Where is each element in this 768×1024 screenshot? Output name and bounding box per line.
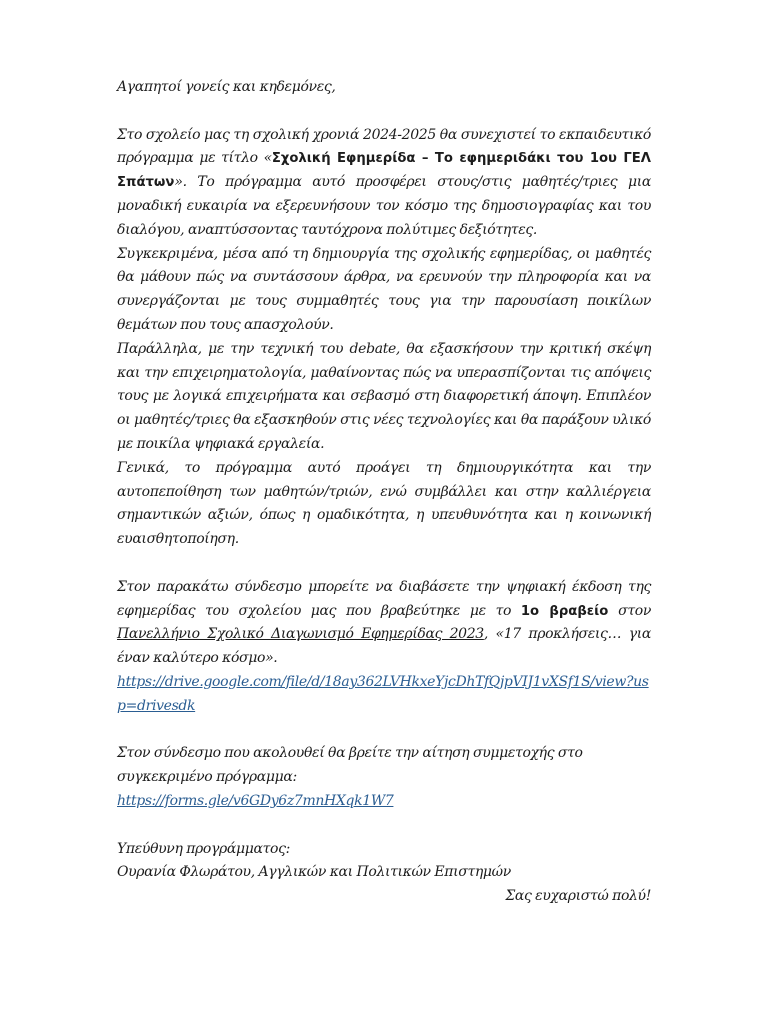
application-paragraph: Στον σύνδεσμο που ακολουθεί θα βρείτε την αίτηση συμμετοχής στο συγκεκριμένο πρόγραμμα:: [117, 745, 583, 786]
greeting: Αγαπητοί γονείς και κηδεμόνες,: [117, 79, 336, 95]
letter-body: [117, 76, 651, 909]
spacer: [117, 814, 651, 838]
program-title: Σχολική Εφημερίδα – Το εφημεριδάκι του 1ου ΓΕΛ Σπάτων: [117, 151, 651, 191]
closing-thanks: Σας ευχαριστώ πολύ!: [505, 888, 651, 905]
award-paragraph: [117, 576, 651, 671]
spacer: [117, 100, 651, 124]
spacer: [117, 552, 651, 576]
award-text: Στον παρακάτω σύνδεσμο μπορείτε να διαβάσετε την ψηφιακή έκδοση της εφημερίδας του σχολείου μας που βραβεύτηκε με το: [117, 578, 651, 619]
award-text-end: , «17 προκλήσεις… για έναν καλύτερο κόσμο».: [117, 626, 651, 667]
signature-role: Υπεύθυνη προγράμματος:: [117, 840, 290, 857]
newspaper-link-line: [117, 671, 651, 719]
application-form-link[interactable]: https://forms.gle/v6GDy6z7mnHXqk1W7: [117, 792, 394, 809]
contest-name: Πανελλήνιο Σχολικό Διαγωνισμό Εφημερίδας 2023: [117, 626, 484, 643]
intro-text-continued: ». Το πρόγραμμα αυτό προσφέρει στους/στις μαθητές/τριες μια μοναδική ευκαιρία να εξερευνήσουν τον κόσμο της δημοσιογραφίας και του διαλόγου, αναπτύσσοντας ταυτόχρονα πολύτιμες δεξιότητες.: [117, 174, 651, 238]
details-paragraph: Συγκεκριμένα, μέσα από τη δημιουργία της σχολικής εφημερίδας, οι μαθητές θα μάθουν πώς να συντάσσουν άρθρα, να ερευνούν την πληροφορία και να συνεργάζονται με τους συμμαθητές τους για την παρουσίαση ποικίλων θεμάτων που τους απασχολούν.: [117, 245, 651, 333]
intro-text: Στο σχολείο μας τη σχολική χρονιά 2024-2025 θα συνεχιστεί το εκπαιδευτικό πρόγραμμα με τίτλο «: [117, 126, 651, 167]
intro-paragraph: [117, 124, 651, 243]
spacer: [117, 719, 651, 743]
award-text-mid: στον: [608, 602, 651, 619]
application-link-line: [117, 790, 651, 814]
debate-paragraph: Παράλληλα, με την τεχνική του debate, θα εξασκήσουν την κριτική σκέψη και την επιχειρηματολογία, μαθαίνοντας πώς να υπερασπίζονται τις απόψεις τους με λογικά επιχειρήματα και σεβασμό στη διαφορετική άποψη. Επιπλέον οι μαθητές/τριες θα εξασκηθούν στις νέες τεχνολογίες και θα παράξουν υλικό με ποικίλα ψηφιακά εργαλεία.: [117, 340, 651, 452]
award-prize: 1ο βραβείο: [520, 603, 609, 619]
signature-name: Ουρανία Φλωράτου, Αγγλικών και Πολιτικών Επιστημών: [117, 864, 511, 881]
newspaper-link[interactable]: https://drive.google.com/file/d/18ay362LVHkxeYjcDhTfQjpVIJ1vXSf1S/view?usp=drivesdk: [117, 673, 649, 714]
summary-paragraph: Γενικά, το πρόγραμμα αυτό προάγει τη δημιουργικότητα και την αυτοπεποίθηση των μαθητών/τριών, ενώ συμβάλλει και στην καλλιέργεια σημαντικών αξιών, όπως η ομαδικότητα, η υπευθυνότητα και η κοινωνική ευαισθητοποίηση.: [117, 459, 651, 548]
